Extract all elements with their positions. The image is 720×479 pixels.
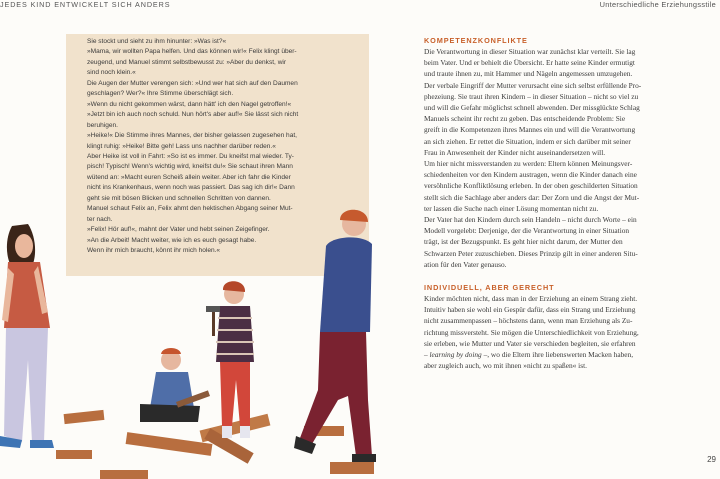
story-line: »Mama, wir wollten Papa helfen. Und das können wir!« Felix klingt über-	[87, 48, 297, 56]
body-line: Manuels scheint ihr recht zu geben. Das entscheidende Problem: Sie	[424, 114, 626, 124]
wood-planks	[56, 410, 374, 479]
body-line: ation für den Vater genauso.	[424, 259, 507, 269]
body-line: trägt, ist der Bezugspunkt. Es geht hier nicht darum, der Mutter den	[424, 237, 623, 247]
mother-figure	[0, 224, 54, 448]
body-line: versöhnliche Konfliktlösung erleben. In der oben geschilderten Situation	[424, 181, 638, 191]
body-line: und will die Gefahr möglichst schnell abwenden. Der missglückte Schlag	[424, 103, 640, 113]
body-line: stellt sich die Sachlage aber anders dar: Der Zorn und die Angst der Mut-	[424, 192, 640, 202]
body-line: Der verbale Eingriff der Mutter verursacht eine sich selbst erfüllende Pro-	[424, 80, 642, 90]
right-column-text	[424, 35, 690, 371]
body-line-italic	[424, 349, 690, 360]
body-line: Der Vater hat den Kindern durch sein Handeln – nicht durch Worte – ein	[424, 215, 637, 225]
story-line: sind noch klein.«	[87, 69, 136, 77]
story-line: »Heike!« Die Stimme ihres Mannes, der bisher gelassen zugesehen hat,	[87, 132, 297, 140]
story-line: wütend an: »Macht euren Scheiß allein weiter. Aber ich fahr die Kinder	[87, 173, 291, 181]
dash-post: –, wo die Eltern ihre liebenswerten Macken haben,	[481, 350, 634, 360]
story-line: ter nach.	[87, 215, 113, 223]
body-line: an sich ziehen. Er rettet die Situation, indem er sich darüber mit seiner	[424, 136, 631, 146]
sitting-boy-figure	[140, 348, 210, 422]
body-line: beim Vater. Und er behielt die Übersicht. Er hatte seine Kinder ermutigt	[424, 58, 635, 68]
body-line: Schwarzen Peter zuzuschieben. Dieses Prinzip gilt in einer anderen Situ-	[424, 248, 638, 258]
body-line: Frau in Anwesenheit der Kinder nicht auseinandersetzen will.	[424, 147, 606, 157]
story-line: pisch! Typisch! Wenn's wichtig wird, kneifst du!« Sie schaut ihren Mann	[87, 163, 293, 171]
body-line: ter lassen die Suche nach einer Lösung momentan nicht zu.	[424, 203, 599, 213]
body-line: Die Verantwortung in dieser Situation war zunächst klar verteilt. Sie lag	[424, 47, 636, 56]
body-line: aber zugleich auch, wo mit ihnen »nicht zu spaßen« ist.	[424, 361, 587, 371]
body-line: Intuitiv haben sie wohl ein Gespür dafür, dass ein Strang und Erziehung	[424, 305, 636, 315]
body-line: phezeiung. Sie traut ihren Kindern – in dieser Situation – nicht so viel zu	[424, 91, 639, 101]
standing-boy-figure	[206, 281, 254, 438]
body-line: sie erleben, wie Mutter und Vater sie verschieden begleiten, sie erfahren	[424, 338, 636, 348]
body-line: Kinder möchten nicht, dass man in der Erziehung an einem Strang zieht.	[424, 294, 638, 304]
body-line: Modell vorgelebt: Derjenige, der die Verantwortung in einer Situation	[424, 226, 630, 236]
page-number: 29	[707, 455, 716, 464]
body-line: schiedenheiten vor den Kindern austragen, wenn die Kinder danach eine	[424, 170, 637, 180]
story-line: Wenn ihr mich braucht, könnt ihr mich holen.«	[87, 247, 221, 255]
dash-pre: –	[424, 350, 430, 360]
section-heading-kompetenzkonflikte: KOMPETENZKONFLIKTE	[424, 36, 528, 45]
story-line: »Felix! Hör auf!«, mahnt der Vater und hebt seinen Zeigefinger.	[87, 226, 270, 234]
story-line: Manuel schaut Felix an, Felix ahmt den hektischen Abgang seiner Mut-	[87, 205, 293, 213]
story-line: »Wenn du nicht gekommen wärst, dann hätt' ich den Nagel getroffen!«	[87, 100, 292, 108]
story-line: beruhigen.	[87, 121, 118, 129]
italic-phrase: learning by doing	[429, 350, 482, 360]
section-heading-individuell: INDIVIDUELL, ABER GERECHT	[424, 283, 555, 293]
story-line: klingt ruhig: »Heike! Bitte geh! Lass uns nachher darüber reden.«	[87, 142, 276, 150]
story-line: geht sie mit bösen Blicken und schnellen Schritten von dannen.	[87, 194, 271, 202]
story-line: nicht ins Krankenhaus, wenn noch was passiert. Das sag ich dir!« Dann	[87, 184, 295, 192]
body-line: richtung missversteht. Sie mögen die Unterschiedlichkeit von Erziehung,	[424, 327, 639, 337]
father-figure	[294, 210, 376, 462]
story-line: zeugend, und Manuel stimmt selbstbewusst zu: »Aber du denkst, wir	[87, 58, 287, 66]
body-line: greift in die Kompetenzen ihres Mannes ein und will die Verantwortung	[424, 125, 636, 135]
body-line: und traute ihnen zu, mit Hammer und Nägeln angemessen umzugehen.	[424, 69, 633, 79]
story-line: Aber Heike ist voll in Fahrt: »So ist es immer. Du kneifst mal wieder. Ty-	[87, 152, 294, 160]
body-line: Um hier nicht missverstanden zu werden: Eltern können Meinungsver-	[424, 159, 633, 169]
running-header-right: Unterschiedliche Erziehungsstile	[599, 0, 716, 9]
running-header-left: JEDES KIND ENTWICKELT SICH ANDERS	[0, 0, 171, 9]
story-line: geschlagen? Wer?« Ihre Stimme überschlägt sich.	[87, 90, 234, 98]
story-line: »Jetzt bin ich auch noch schuld. Nun hört's aber auf!« Sie lässt sich nicht	[87, 111, 299, 119]
story-line: Die Augen der Mutter verengen sich: »Und wer hat sich auf den Daumen	[87, 79, 298, 87]
family-illustration	[0, 200, 380, 479]
story-line: Sie stockt und sieht zu ihm hinunter: »Was ist?«	[87, 38, 227, 45]
body-line: nicht zusammenpassen – höchstens dann, wenn man Erziehung als Zu-	[424, 316, 633, 326]
story-line: »An die Arbeit! Macht weiter, wie ich es euch gesagt habe.	[87, 236, 257, 244]
